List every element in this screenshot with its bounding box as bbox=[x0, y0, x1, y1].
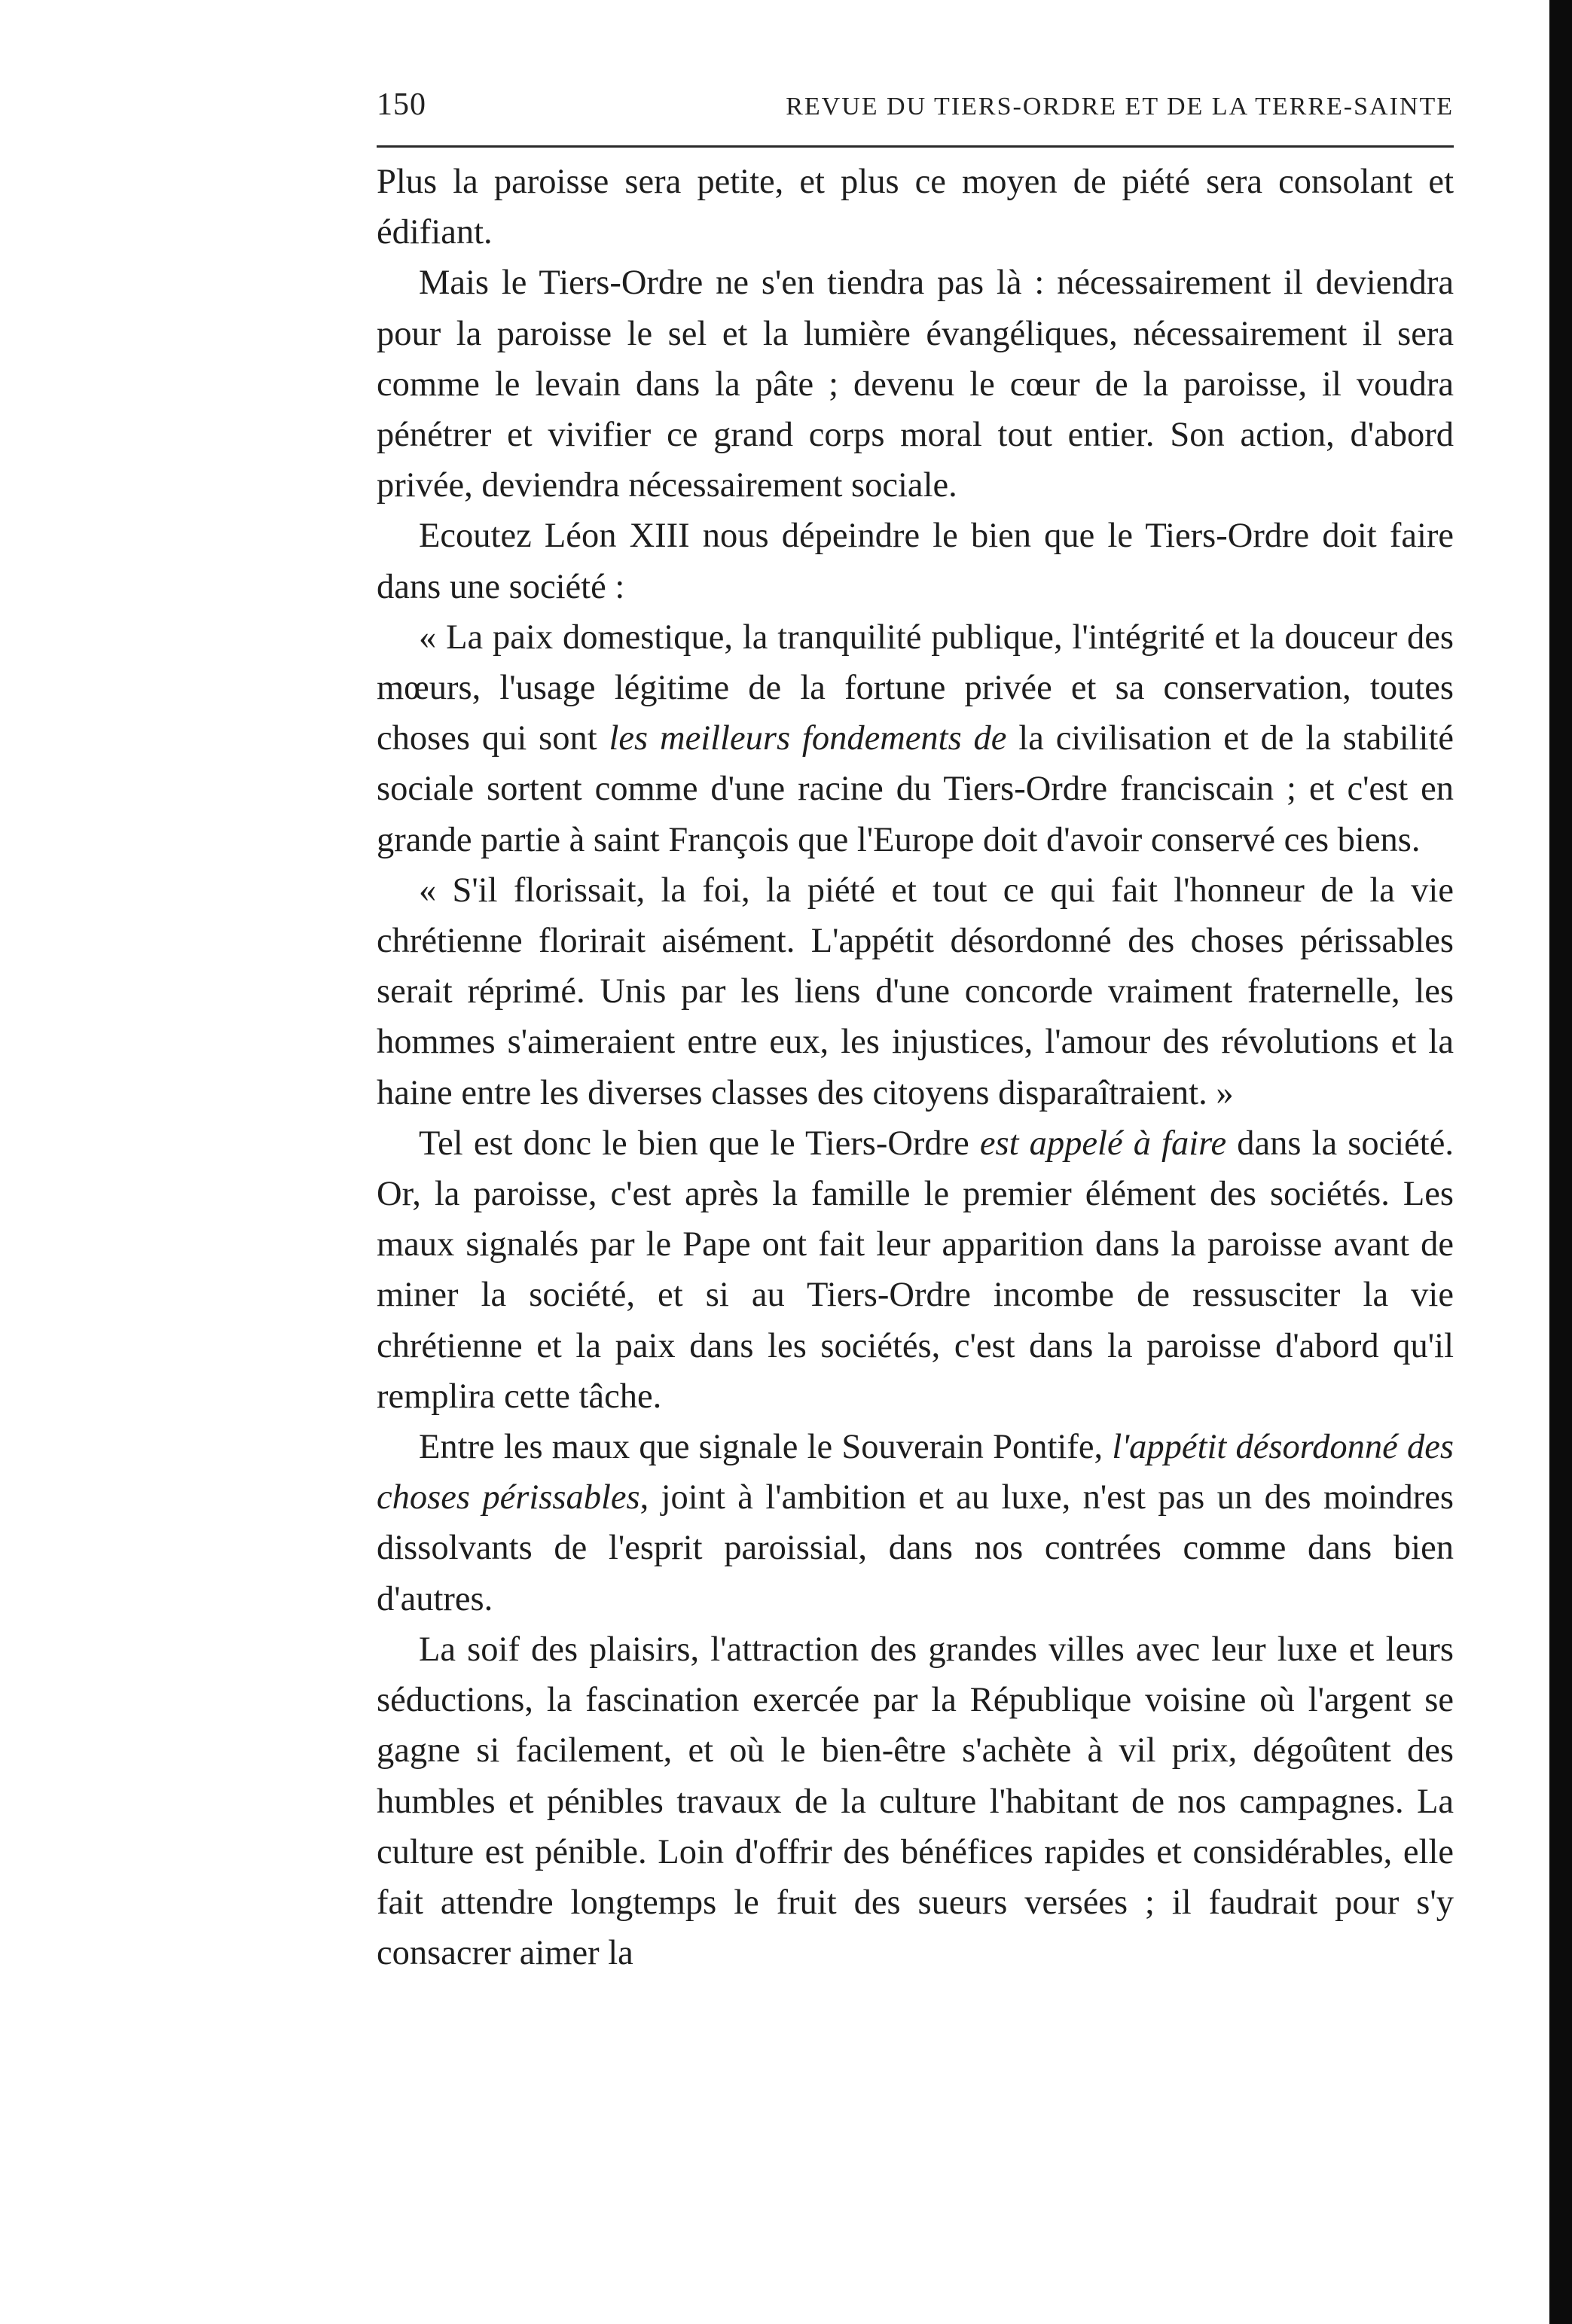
running-title: REVUE DU TIERS-ORDRE ET DE LA TERRE-SAINTE bbox=[786, 93, 1454, 120]
paragraph-text: la civilisation et de la stabilité sociale sortent comme d'une racine du Tiers-Ordre franciscain ; et c'est en grande partie à saint François que l'Europe doit d'avoir conservé ces biens. bbox=[377, 719, 1454, 859]
italic-text: les meilleurs fondements de bbox=[609, 719, 1007, 758]
body-text bbox=[377, 157, 1454, 1978]
paragraph-text: Entre les maux que signale le Souverain Pontife, bbox=[419, 1428, 1113, 1467]
paragraph-text: Plus la paroisse sera petite, et plus ce moyen de piété sera consolant et édifiant. bbox=[377, 163, 1454, 252]
paragraph-p7 bbox=[377, 1422, 1454, 1624]
header-rule bbox=[377, 145, 1454, 148]
paragraph-p2 bbox=[377, 258, 1454, 511]
paragraph-p1 bbox=[377, 157, 1454, 258]
paragraph-text: La soif des plaisirs, l'attraction des grandes villes avec leur luxe et leurs séductions, la fascination exercée par la République voisine où l'argent se gagne si facilement, et où le bien-être s'achète à vil prix, dégoûtent des humbles et pénibles travaux de la culture l'habitant de nos campagnes. La culture est pénible. Loin d'offrir des bénéfices rapides et considérables, elle fait attendre longtemps le fruit des sueurs versées ; il faudrait pour s'y consacrer aimer la bbox=[377, 1630, 1454, 1973]
paragraph-p3 bbox=[377, 511, 1454, 611]
paragraph-text: dans la société. Or, la paroisse, c'est après la famille le premier élément des sociétés. Les maux signalés par le Pape ont fait leur apparition dans la paroisse avant de miner la société, et si au Tiers-Ordre incombe de ressusciter la vie chrétienne et la paix dans les sociétés, c'est dans la paroisse d'abord qu'il remplira cette tâche. bbox=[377, 1124, 1454, 1416]
paragraph-text: , joint à l'ambition et au luxe, n'est pas un des moindres dissolvants de l'esprit paroissial, dans nos contrées comme dans bien d'autres. bbox=[377, 1478, 1454, 1618]
italic-text: l'appétit désordonné des choses périssables bbox=[377, 1428, 1454, 1517]
book-page bbox=[377, 87, 1454, 1978]
paragraph-text: « S'il florissait, la foi, la piété et tout ce qui fait l'honneur de la vie chrétienne florirait aisément. L'appétit désordonné des choses périssables serait réprimé. Unis par les liens d'une concorde vraiment fraternelle, les hommes s'aimeraient entre eux, les injustices, l'amour des révolutions et la haine entre les diverses classes des citoyens disparaîtraient. » bbox=[377, 871, 1454, 1112]
paragraph-p4 bbox=[377, 612, 1454, 865]
paragraph-text: Tel est donc le bien que le Tiers-Ordre bbox=[419, 1124, 980, 1163]
paragraph-text: Mais le Tiers-Ordre ne s'en tiendra pas là : nécessairement il deviendra pour la paroisse le sel et la lumière évangéliques, nécessairement il sera comme le levain dans la pâte ; devenu le cœur de la paroisse, il voudra pénétrer et vivifier ce grand corps moral tout entier. Son action, d'abord privée, deviendra nécessairement sociale. bbox=[377, 264, 1454, 505]
paragraph-p8 bbox=[377, 1624, 1454, 1978]
paragraph-text: Ecoutez Léon XIII nous dépeindre le bien que le Tiers-Ordre doit faire dans une société : bbox=[377, 517, 1454, 606]
paragraph-text: « La paix domestique, la tranquilité publique, l'intégrité et la douceur des mœurs, l'usage légitime de la fortune privée et sa conservation, toutes choses qui sont bbox=[377, 618, 1454, 758]
scan-dark-edge bbox=[1549, 0, 1572, 2324]
paragraph-p5 bbox=[377, 865, 1454, 1118]
italic-text: est appelé à faire bbox=[979, 1124, 1227, 1163]
paragraph-p6 bbox=[377, 1118, 1454, 1422]
page-number: 150 bbox=[377, 87, 426, 122]
running-header bbox=[377, 87, 1454, 132]
